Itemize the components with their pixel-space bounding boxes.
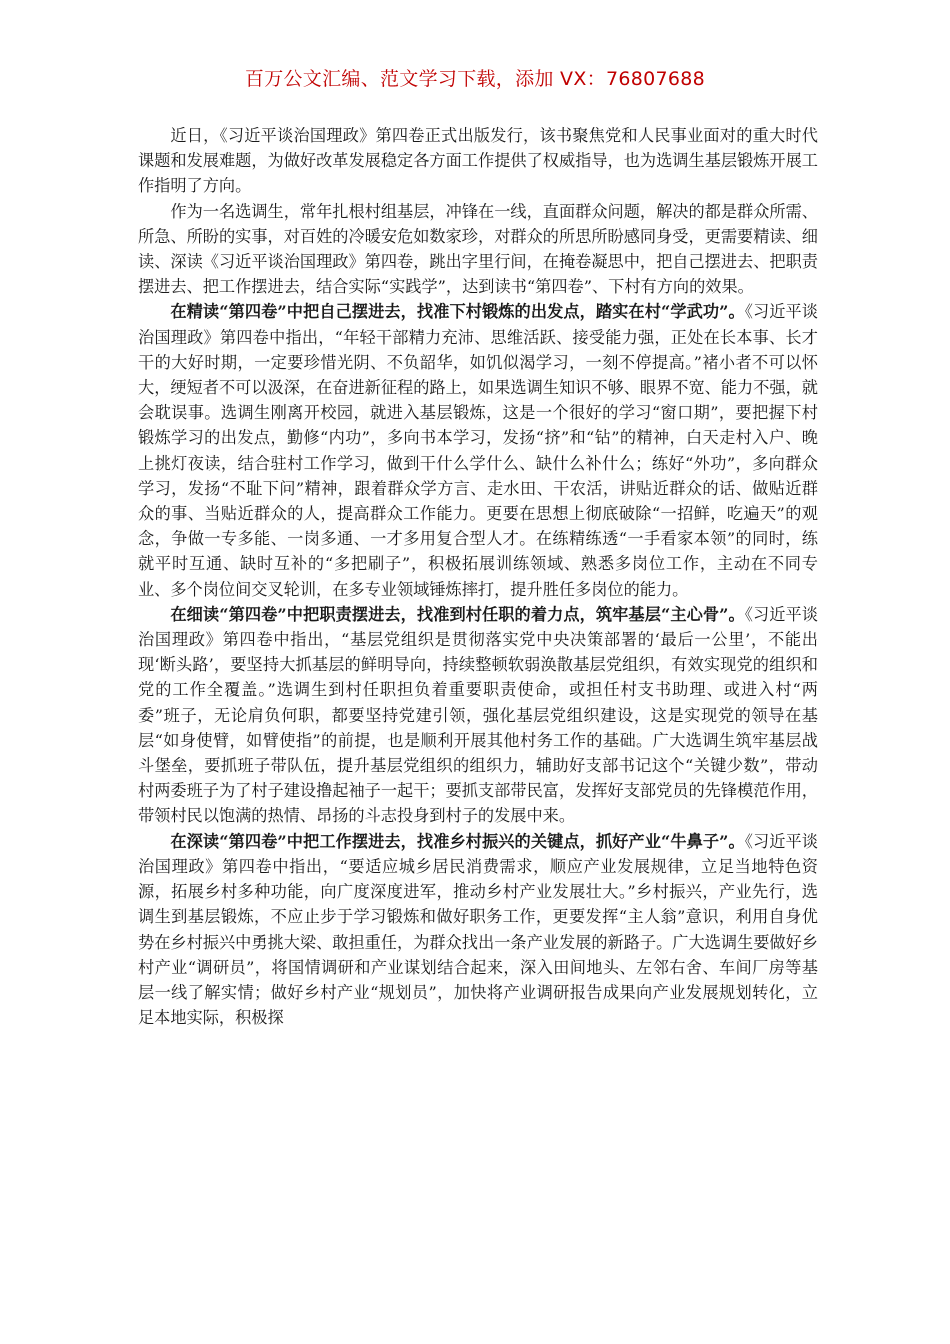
paragraph xyxy=(138,602,818,829)
paragraph xyxy=(138,299,818,601)
paragraph-lead: 在精读“第四卷”中把自己摆进去，找准下村锻炼的出发点，踏实在村“学武功”。 xyxy=(170,302,745,322)
paragraph-text: 《习近平谈治国理政》第四卷中指出，“年轻干部精力充沛、思维活跃、接受能力强，正处在长本事、长才干的大好时期，一定要珍惜光阴、不负韶华，如饥似渴学习，一刻不停提高。”褚小者不可以怀大，绠短者不可以汲深，在奋进新征程的路上，如果选调生知识不够、眼界不宽、能力不强，就会耽误事。选调生刚离开校园，就进入基层锻炼，这是一个很好的学习“窗口期”，要把握下村锻炼学习的出发点，勤修“内功”，多向书本学习，发扬“挤”和“钻”的精神，白天走村入户、晚上挑灯夜读，结合驻村工作学习，做到干什么学什么、缺什么补什么；练好“外功”，多向群众学习，发扬“不耻下问”精神，跟着群众学方言、走水田、干农活，讲贴近群众的话、做贴近群众的事、当贴近群众的人，提高群众工作能力。更要在思想上彻底破除“一招鲜，吃遍天”的观念，争做一专多能、一岗多通、一才多用复合型人才。在练精练透“一手看家本领”的同时，练就平时互通、缺时互补的“多把刷子”，积极拓展训练领域、熟悉多岗位工作，主动在不同专业、多个岗位间交叉轮训，在多专业领域锤炼摔打，提升胜任多岗位的能力。 xyxy=(138,302,818,599)
paragraph xyxy=(138,199,818,300)
paragraph-text: 《习近平谈治国理政》第四卷中指出，“基层党组织是贯彻落实党中央决策部署的‘最后一公里’，不能出现‘断头路’，要坚持大抓基层的鲜明导向，持续整顿软弱涣散基层党组织，有效实现党的组织和党的工作全覆盖。”选调生到村任职担负着重要职责使命，或担任村支书助理、或进入村“两委”班子，无论肩负何职，都要坚持党建引领，强化基层党组织建设，这是实现党的领导在基层“如身使臂，如臂使指”的前提，也是顺利开展其他村务工作的基础。广大选调生筑牢基层战斗堡垒，要抓班子带队伍，提升基层党组织的组织力，辅助好支部书记这个“关键少数”，带动村两委班子为了村子建设撸起袖子一起干；要抓支部带民富，发挥好支部党员的先锋模范作用，带领村民以饱满的热情、昂扬的斗志投身到村子的发展中来。 xyxy=(138,604,818,826)
paragraph-lead: 在深读“第四卷”中把工作摆进去，找准乡村振兴的关键点，抓好产业“牛鼻子”。 xyxy=(170,831,745,851)
watermark-header: 百万公文汇编、范文学习下载，添加 VX：76807688 xyxy=(244,68,706,90)
article-body xyxy=(138,123,818,1030)
paragraph xyxy=(138,123,818,199)
paragraph-text: 近日，《习近平谈治国理政》第四卷正式出版发行，该书聚焦党和人民事业面对的重大时代课题和发展难题，为做好改革发展稳定各方面工作提供了权威指导，也为选调生基层锻炼开展工作指明了方向。 xyxy=(138,126,818,196)
paragraph-text: 作为一名选调生，常年扎根村组基层，冲锋在一线，直面群众问题，解决的都是群众所需、所急、所盼的实事，对百姓的冷暖安危如数家珍，对群众的所思所盼感同身受，更需要精读、细读、深读《习近平谈治国理政》第四卷，跳出字里行间，在掩卷凝思中，把自己摆进去、把职责摆进去、把工作摆进去，结合实际“实践学”，达到读书“第四卷”、下村有方向的效果。 xyxy=(138,201,818,297)
paragraph-lead: 在细读“第四卷”中把职责摆进去，找准到村任职的着力点，筑牢基层“主心骨”。 xyxy=(170,604,745,624)
paragraph-text: 《习近平谈治国理政》第四卷中指出，“要适应城乡居民消费需求，顺应产业发展规律，立足当地特色资源，拓展乡村多种功能，向广度深度进军，推动乡村产业发展壮大。”乡村振兴，产业先行，选调生到基层锻炼，不应止步于学习锻炼和做好职务工作，更要发挥“主人翁”意识，利用自身优势在乡村振兴中勇挑大梁、敢担重任，为群众找出一条产业发展的新路子。广大选调生要做好乡村产业“调研员”，将国情调研和产业谋划结合起来，深入田间地头、左邻右舍、车间厂房等基层一线了解实情；做好乡村产业“规划员”，加快将产业调研报告成果向产业发展规划转化，立足本地实际，积极探 xyxy=(138,831,818,1028)
paragraph xyxy=(138,829,818,1031)
